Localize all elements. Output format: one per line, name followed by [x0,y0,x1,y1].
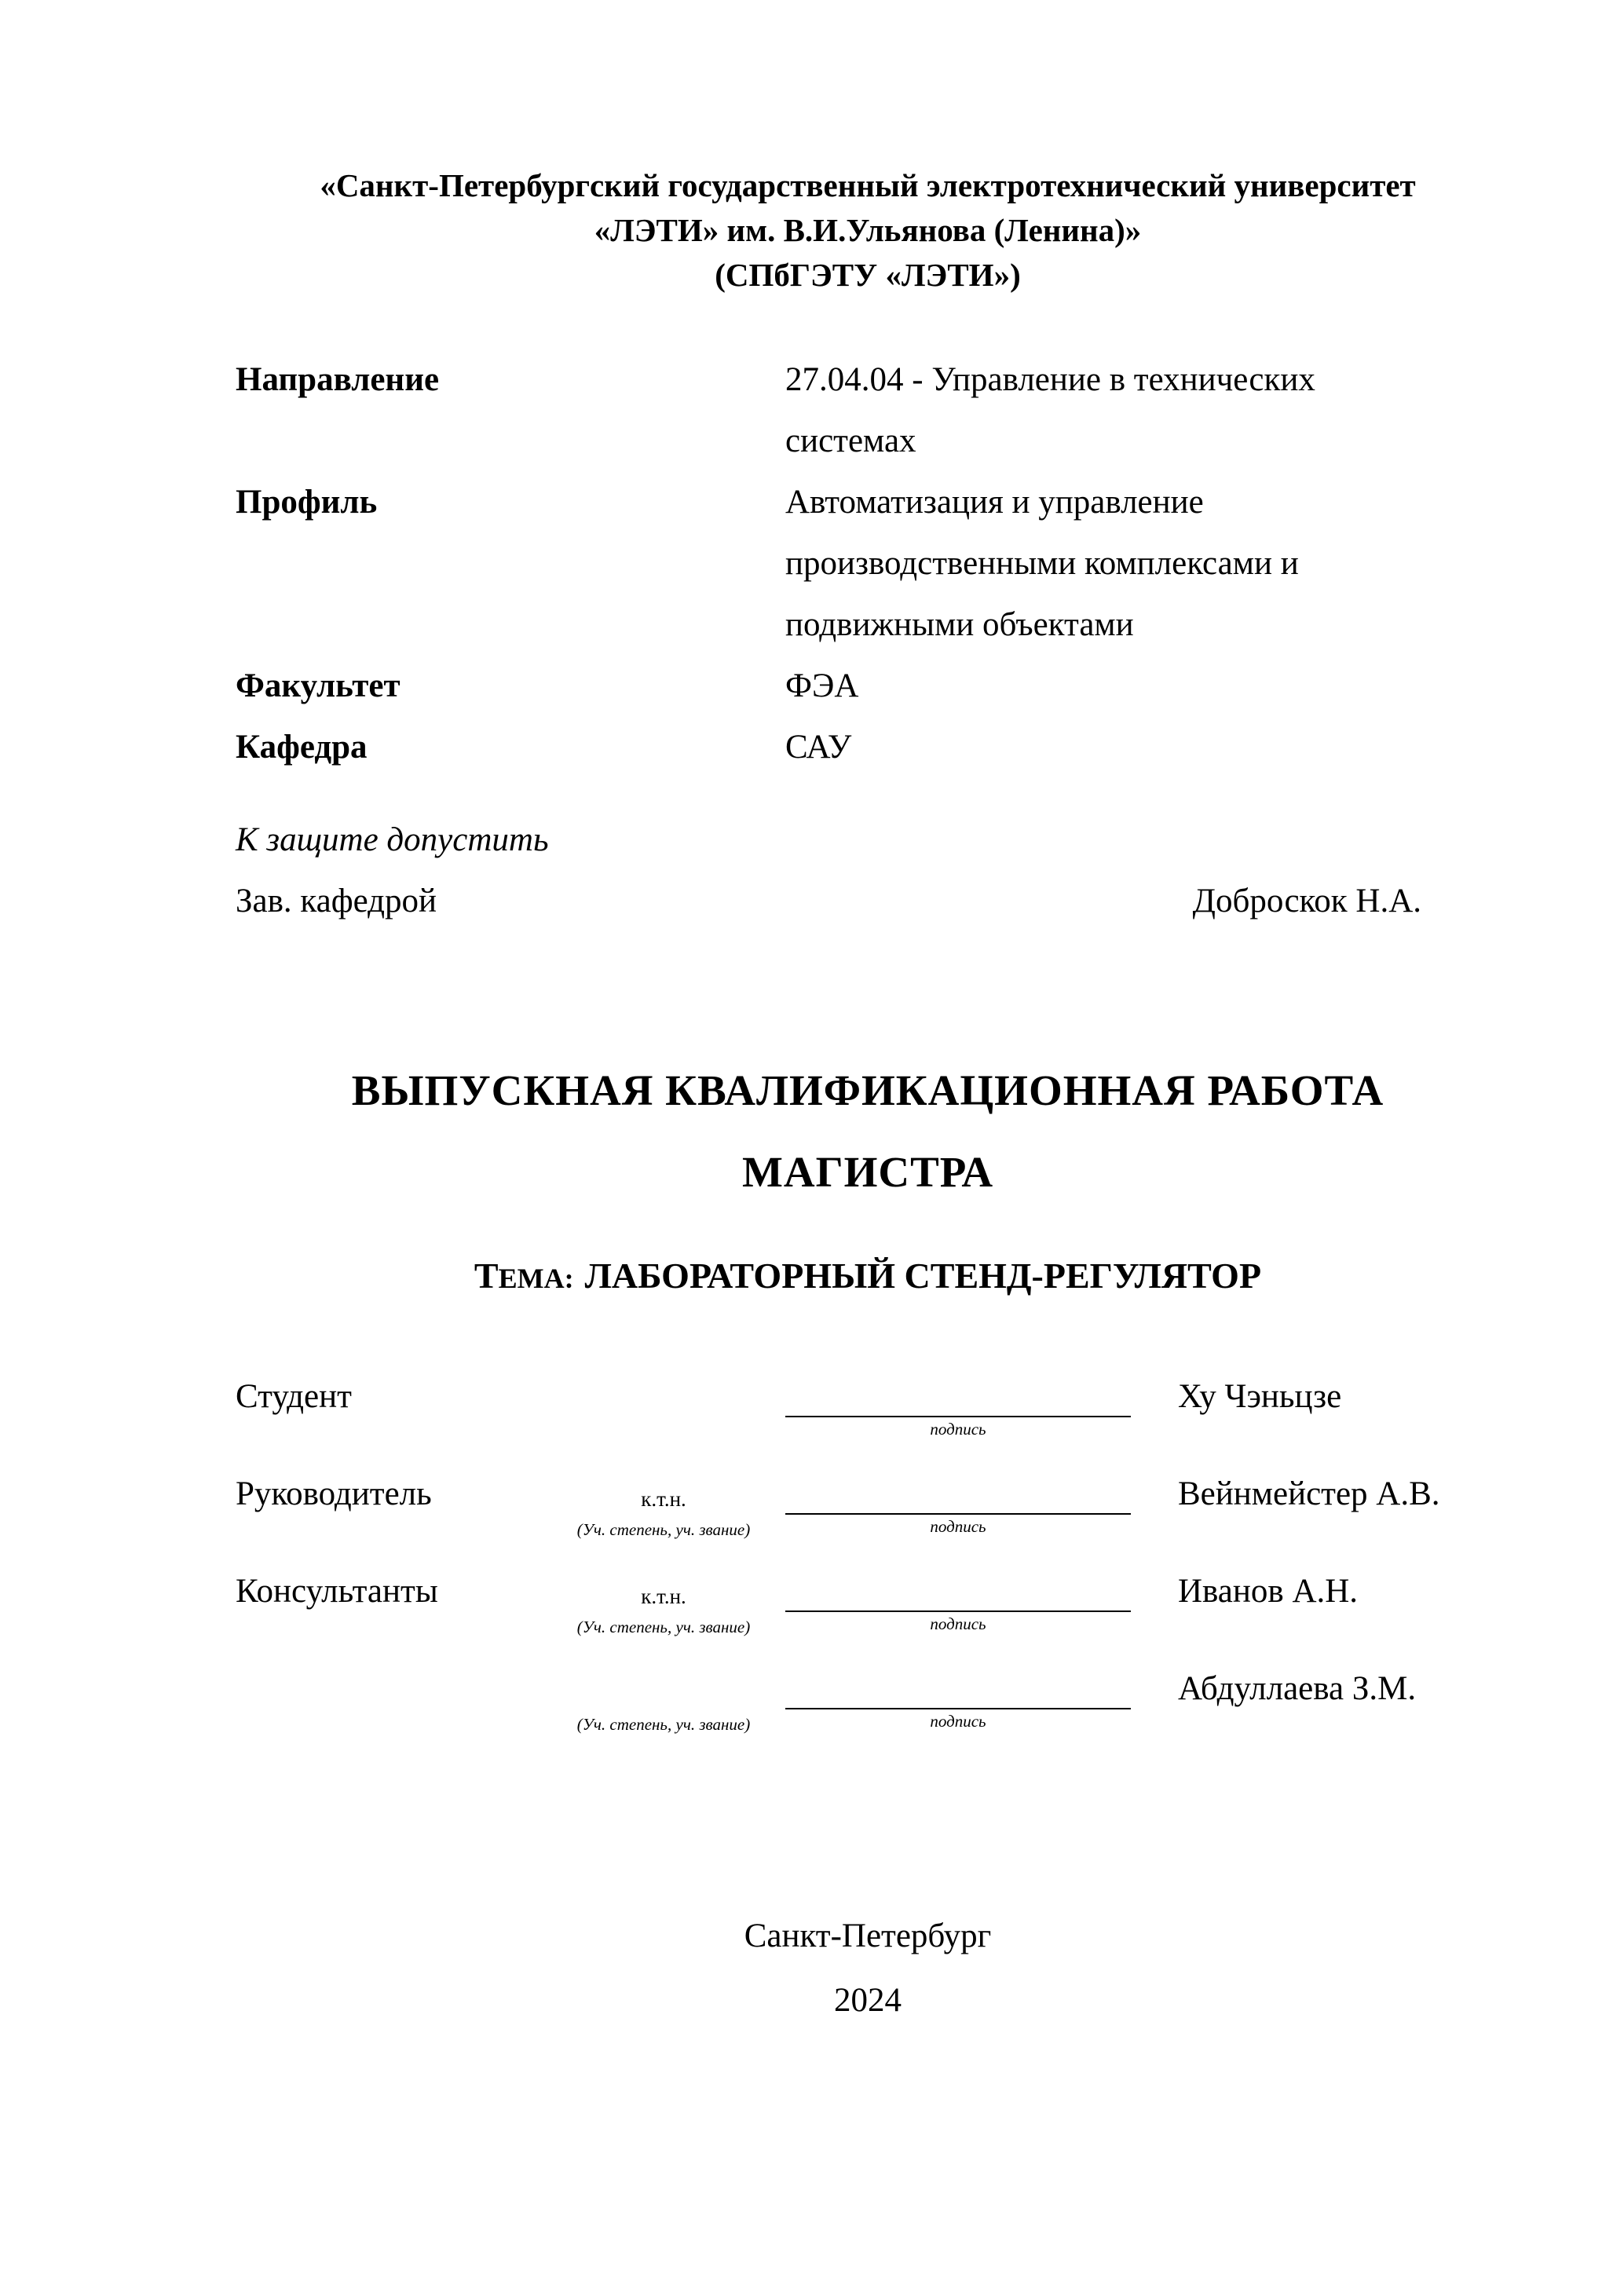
footer-block [236,1904,1500,2033]
faculty-label: Факультет [236,667,401,704]
supervisor-label: Руководитель [236,1475,432,1512]
consultant-1-degree-block [542,1571,785,1637]
footer-year: 2024 [834,1982,902,2019]
head-of-department-name: Доброскок Н.А. [1192,883,1421,919]
department-label: Кафедра [236,729,368,766]
consultant-2-signature-field [785,1669,1131,1733]
university-abbreviation: (СПбГЭТУ «ЛЭТИ») [715,257,1021,293]
admission-statement: К защите допустить [236,821,549,858]
student-signature-line [785,1377,1131,1417]
topic-value: ЛАБОРАТОРНЫЙ СТЕНД-РЕГУЛЯТОР [584,1256,1262,1296]
page-content [236,0,1500,2033]
consultant-1-degree-caption: (Уч. степень, уч. звание) [576,1618,751,1636]
university-name-line-2: «ЛЭТИ» им. В.И.Ульянова (Ленина)» [594,212,1142,248]
signature-row-consultant-2 [236,1669,1500,1738]
info-row-profile [236,472,1500,656]
consultant-2-degree-caption: (Уч. степень, уч. звание) [576,1715,751,1734]
faculty-value: ФЭА [785,667,859,704]
signatures-section [236,1377,1500,1738]
supervisor-signature-caption: подпись [930,1517,986,1536]
document-title-line-1: ВЫПУСКНАЯ КВАЛИФИКАЦИОННАЯ РАБОТА [351,1066,1384,1114]
head-of-department-label: Зав. кафедрой [236,883,437,919]
student-label: Студент [236,1378,352,1415]
admission-block [236,810,1500,932]
consultant-1-signature-line [785,1571,1131,1612]
footer-city: Санкт-Петербург [744,1918,992,1954]
student-degree-block [542,1377,785,1442]
department-value: САУ [785,729,852,766]
document-title [236,1050,1500,1213]
topic-line [236,1252,1500,1302]
supervisor-degree-caption: (Уч. степень, уч. звание) [576,1520,751,1539]
consultant-2-signature-line [785,1669,1131,1709]
consultant-1-signature-caption: подпись [930,1614,986,1633]
info-row-department [236,717,1500,778]
signature-row-student [236,1377,1500,1446]
student-degree [542,1389,785,1414]
info-row-faculty [236,656,1500,717]
direction-value: 27.04.04 - Управление в технических системах [785,361,1315,459]
admission-row [236,871,1500,932]
consultant-1-name: Иванов А.Н. [1178,1573,1359,1610]
document-title-line-2: МАГИСТРА [741,1148,994,1196]
signature-row-supervisor [236,1474,1500,1543]
supervisor-name: Вейнмейстер А.В. [1178,1475,1440,1512]
profile-value: Автоматизация и управление производственными комплексами и подвижными объектами [785,484,1299,643]
signature-row-consultant-1 [236,1571,1500,1640]
info-row-direction [236,349,1500,472]
consultant-1-degree: к.т.н. [641,1585,686,1608]
student-degree-caption [542,1422,785,1442]
university-name-line-1: «Санкт-Петербургский государственный электротехнический университет [320,167,1416,203]
profile-label: Профиль [236,484,378,521]
consultant-2-name: Абдуллаева З.М. [1178,1670,1417,1707]
university-header [236,0,1500,298]
supervisor-degree: к.т.н. [641,1487,686,1511]
consultant-2-signature-caption: подпись [930,1712,986,1731]
consultant-2-degree-block [542,1669,785,1735]
student-signature-field [785,1377,1131,1441]
consultant-1-signature-field [785,1571,1131,1636]
supervisor-signature-field [785,1474,1131,1538]
consultants-label: Консультанты [236,1573,438,1610]
topic-label-cap: Т [474,1256,499,1296]
supervisor-degree-block [542,1474,785,1540]
topic-label-rest: ЕМА: [498,1263,574,1294]
direction-label: Направление [236,361,440,398]
supervisor-signature-line [785,1474,1131,1515]
student-signature-caption: подпись [930,1420,986,1439]
consultant-2-degree [542,1681,785,1706]
program-info-table [236,349,1500,778]
student-name: Ху Чэньцзе [1178,1378,1342,1415]
